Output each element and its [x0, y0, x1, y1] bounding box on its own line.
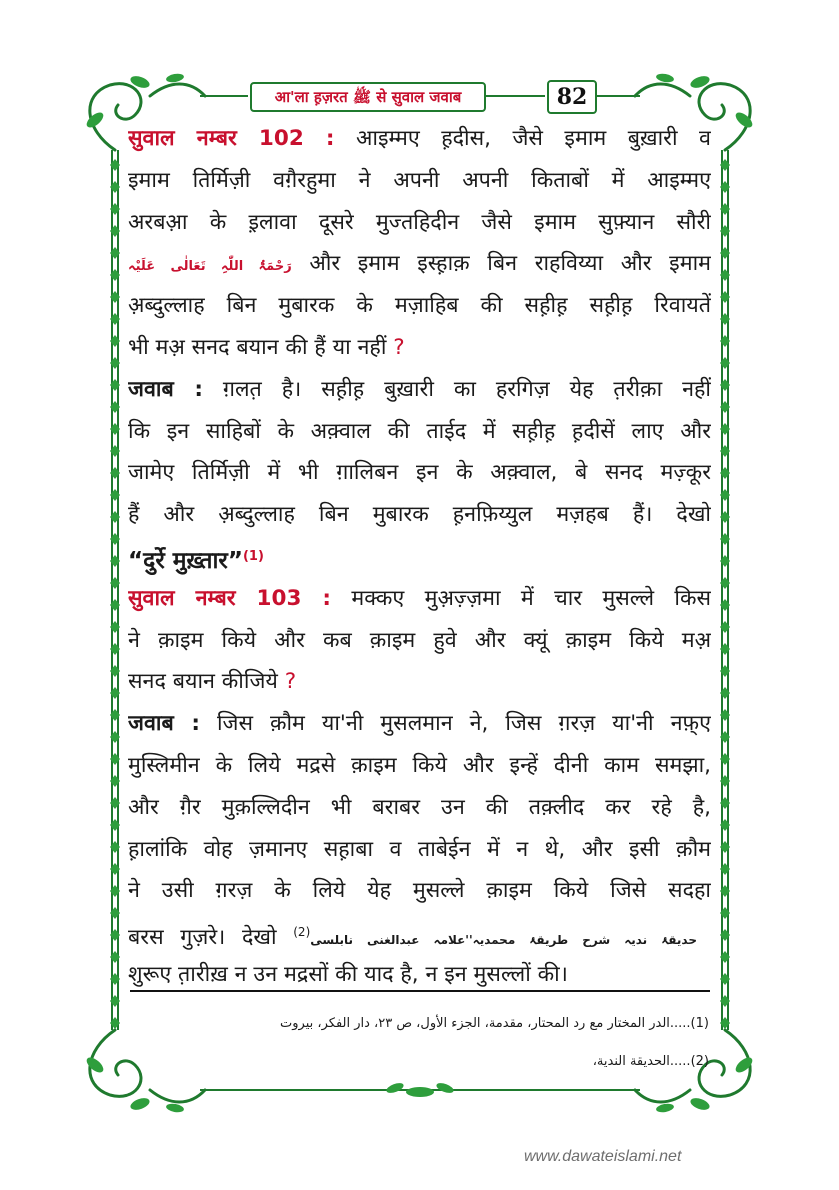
text-line	[128, 243, 711, 285]
text-span: अरबआ़ के इ़लावा दूसरे मुज्तहिदीन जैसे इमाम सुफ़्यान सौरी	[128, 209, 711, 235]
text-span: बरस गुज़रे। देखो	[128, 925, 294, 951]
text-line	[128, 118, 711, 160]
text-span: حدیقۂ ندیہ شرح طریقۂ محمدیہ''علامہ عبدالغنی نابلسی	[310, 933, 711, 948]
text-span: कि इन साहिबों के अक़्वाल की ताईद में सह़ीह़ ह़दीसें लाए और	[128, 418, 711, 444]
text-line	[128, 452, 711, 494]
text-span: जामेए तिर्मिज़ी में भी ग़ालिबन इन के अक़्वाल, बे सनद मज़्कूर	[128, 460, 711, 486]
text-line	[128, 620, 711, 662]
text-span: भी मअ़ सनद बयान की हैं या नहीं	[128, 334, 394, 360]
text-line	[128, 327, 711, 369]
text-span: जिस क़ौम या'नी मुसलमान ने, जिस ग़रज़ या'नी नफ़्ए	[199, 711, 711, 737]
text-line	[128, 787, 711, 829]
text-span: और इमाम इस्ह़ाक़ बिन राहविय्या और इमाम	[291, 251, 711, 277]
text-line	[128, 369, 711, 411]
text-span: ने उसी ग़रज़ के लिये येह मुसल्ले क़ाइम किये जिसे सदहा	[128, 878, 711, 904]
text-span: ग़लत़ है। सह़ीह़ बुख़ारी का हरगिज़ येह त़रीक़ा नहीं	[202, 376, 711, 402]
text-line	[128, 745, 711, 787]
text-span: मक्कए मुअ़ज़्ज़मा में चार मुसल्ले किस	[331, 585, 711, 611]
text-span: رَحْمَۃُ اللّٰہِ تَعَالٰی عَلَیْہ	[128, 259, 292, 275]
text-span: आइम्मए ह़दीस, जैसे इमाम बुख़ारी व	[334, 126, 711, 151]
text-line	[128, 411, 711, 453]
text-span: इमाम तिर्मिज़ी वग़ैरहुमा ने अपनी अपनी किताबों में आइम्मए	[128, 167, 711, 193]
text-span: ?	[393, 334, 405, 360]
text-span: अ़ब्दुल्लाह बिन मुबारक के मज़ाहिब की सह़ीह़ सह़ीह़ रिवायतें	[128, 293, 711, 319]
text-span: ह़ालांकि वोह ज़मानए सह़ाबा व ताबेईन में न थे, और इसी क़ौम	[128, 836, 711, 862]
running-header: आ'ला ह़ज़रत ﷺ से सुवाल जवाब	[250, 82, 486, 112]
text-span: सुवाल नम्बर 103 :	[128, 585, 332, 611]
text-span: (2)	[293, 925, 311, 940]
text-span: सनद बयान कीजिये	[128, 669, 285, 695]
text-span: “दुर्रे मुख़्तार”	[128, 548, 243, 575]
text-line	[128, 829, 711, 871]
text-line	[128, 870, 711, 912]
text-span: जवाब :	[128, 711, 200, 737]
text-span: मुस्लिमीन के लिये मद्रसे क़ाइम किये और इन्हें दीनी काम समझा,	[128, 752, 711, 778]
text-line	[128, 536, 711, 578]
text-line	[128, 703, 711, 745]
text-span: ?	[284, 669, 297, 695]
page-body	[128, 118, 711, 996]
text-span: हैं और अ़ब्दुल्लाह बिन मुबारक ह़नफ़िय्युल मज़हब हैं। देखो	[128, 502, 711, 528]
text-span: (1)	[242, 548, 264, 564]
text-span: जवाब :	[128, 376, 203, 402]
text-line	[128, 494, 711, 536]
page-number: 82	[547, 80, 597, 114]
text-line	[128, 578, 711, 620]
text-line	[128, 661, 711, 703]
footnote-2: (2).....الحديقة الندية،	[592, 1054, 709, 1069]
text-span: और ग़ैर मुक़ल्लिदीन भी बराबर उन की तक़्लीद कर रहे है,	[128, 794, 711, 820]
text-line	[128, 285, 711, 327]
text-span: सुवाल नम्बर 102 :	[128, 126, 335, 151]
text-line	[128, 160, 711, 202]
footnote-1: (1).....الدر المختار مع رد المحتار، مقدمة، الجزء الأول، ص ٢٣، دار الفكر، بيروت	[280, 1016, 709, 1031]
text-span: ने क़ाइम किये और कब क़ाइम हुवे और क्यूं क़ाइम किये मअ़	[128, 627, 711, 653]
footnote-divider	[130, 990, 710, 992]
text-line	[128, 912, 711, 954]
website-watermark: www.dawateislami.net	[524, 1148, 682, 1165]
text-span: शुरूए त़ारीख़ न उन मद्रसों की याद है, न इन मुसल्लों की।	[128, 961, 568, 987]
text-line	[128, 202, 711, 244]
